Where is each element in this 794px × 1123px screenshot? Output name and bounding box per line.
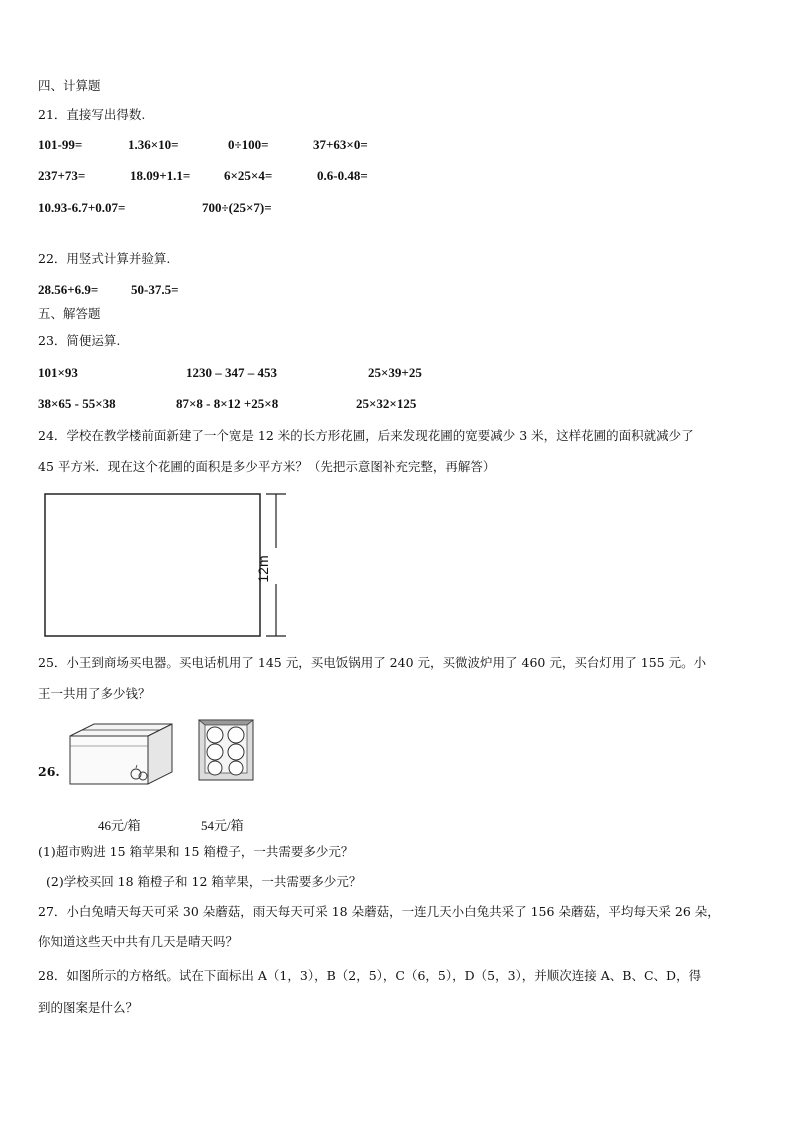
q22-item: 50-37.5=: [131, 282, 179, 297]
q21-item: 700÷(25×7)=: [202, 200, 272, 215]
q23-label: 23．简便运算.: [38, 333, 121, 348]
q25-line1: 25．小王到商场买电器。买电话机用了 145 元，买电饭锅用了 240 元，买微波炉用了 460 元，买台灯用了 155 元。小: [38, 655, 707, 670]
garden-rectangle: [45, 494, 260, 636]
q21-item: 18.09+1.1=: [130, 168, 191, 183]
q21-item: 6×25×4=: [224, 168, 273, 183]
q25-line2: 王一共用了多少钱？: [38, 686, 151, 701]
q22-item: 28.56+6.9=: [38, 282, 99, 297]
q23-item: 87×8 - 8×12 +25×8: [176, 396, 279, 411]
orange-price-label: 54元/箱: [201, 818, 244, 833]
q28-line1: 28．如图所示的方格纸。试在下面标出 A（1，3），B（2，5），C（6，5），D（5，3），并顺次连接 A、B、C、D，得: [38, 968, 702, 983]
q21-item: 0.6-0.48=: [317, 168, 368, 183]
q21-item: 1.36×10=: [128, 137, 179, 152]
q26-number: 26.: [38, 764, 60, 779]
q22-label: 22．用竖式计算并验算.: [38, 251, 171, 266]
q26-sub1: (1)超市购进 15 箱苹果和 15 箱橙子，一共需要多少元？: [38, 844, 354, 859]
apple-price-label: 46元/箱: [98, 818, 141, 833]
q24-line1: 24．学校在教学楼前面新建了一个宽是 12 米的长方形花圃，后来发现花圃的宽要减少 3 米，这样花圃的面积就减少了: [38, 428, 694, 443]
q21-item: 237+73=: [38, 168, 86, 183]
q21-item: 101-99=: [38, 137, 83, 152]
q27-line1: 27．小白兔晴天每天可采 30 朵蘑菇，雨天每天可采 18 朵蘑菇，一连几天小白兔共采了 156 朵蘑菇，平均每天采 26 朵，: [38, 904, 720, 919]
apple-box-image: [68, 722, 174, 786]
section-5-title: 五、解答题: [38, 306, 101, 321]
q27-line2: 你知道这些天中共有几天是晴天吗？: [38, 934, 239, 949]
q23-item: 1230 – 347 – 453: [186, 365, 277, 380]
section-4-title: 四、计算题: [38, 78, 101, 93]
q21-item: 37+63×0=: [313, 137, 368, 152]
q23-item: 25×39+25: [368, 365, 422, 380]
q21-item: 10.93-6.7+0.07=: [38, 200, 126, 215]
q21-label: 21．直接写出得数.: [38, 107, 146, 122]
q24-line2: 45 平方米．现在这个花圃的面积是多少平方米？（先把示意图补充完整，再解答）: [38, 459, 496, 474]
q26-sub2: (2)学校买回 18 箱橙子和 12 箱苹果，一共需要多少元？: [46, 874, 362, 889]
q21-item: 0÷100=: [228, 137, 269, 152]
width-dimension-label: 12m: [255, 555, 271, 583]
q28-line2: 到的图案是什么？: [38, 1000, 139, 1015]
q23-item: 101×93: [38, 365, 78, 380]
q23-item: 25×32×125: [356, 396, 417, 411]
q23-item: 38×65 - 55×38: [38, 396, 116, 411]
orange-box-image: [198, 719, 254, 781]
